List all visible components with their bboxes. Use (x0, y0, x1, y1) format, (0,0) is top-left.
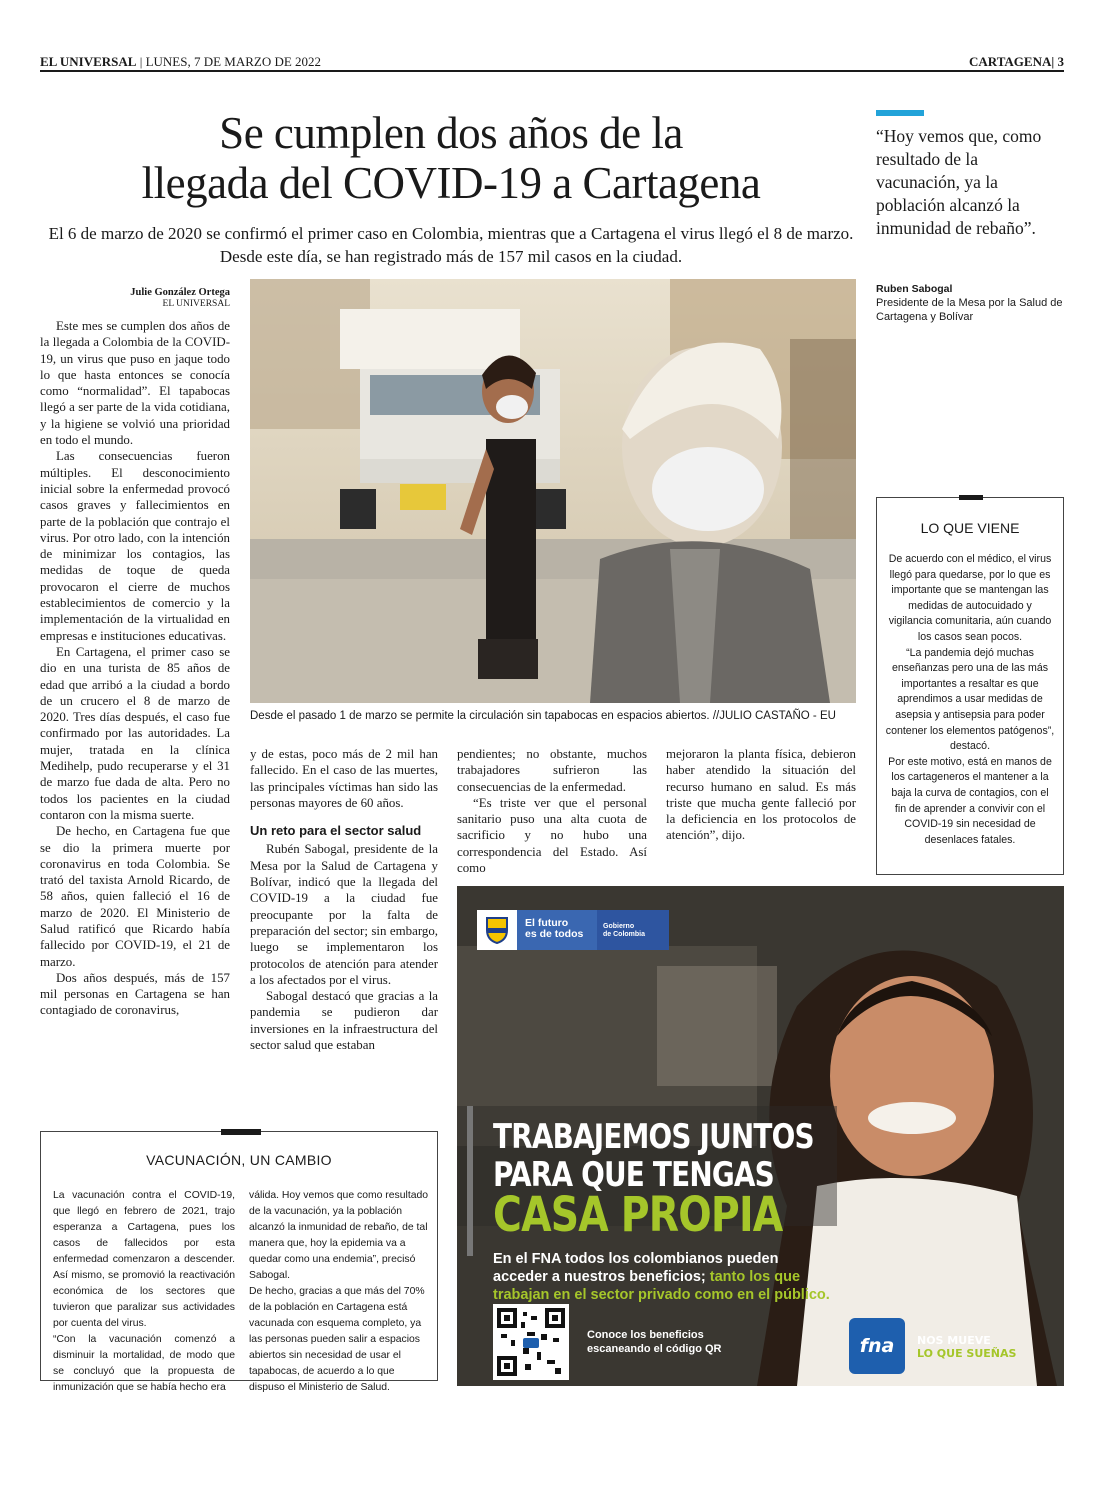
article-column-1 (40, 318, 230, 1019)
qr-code-icon[interactable] (493, 1304, 569, 1380)
gov-name (597, 910, 669, 950)
quote-accent-bar (876, 110, 924, 116)
ad-subtitle-white: En el FNA todos los colombianos pueden acceder a nuestros beneficios; (493, 1251, 779, 1285)
paper-name: EL UNIVERSAL (40, 54, 137, 69)
article-column-2 (250, 746, 438, 1053)
paragraph: y de estas, poco más de 2 mil han fallecido. En el caso de las muertes, las principales víctimas han sido las personas mayores de 60 años. (250, 747, 438, 810)
sidebar-text (885, 552, 1055, 848)
colombia-seal-icon (477, 910, 517, 950)
legal-fine-print (465, 1106, 475, 1256)
vaccination-box (40, 1131, 438, 1393)
fna-slogan (917, 1334, 1016, 1360)
headline-line-1: Se cumplen dos años de la (219, 108, 683, 158)
section-name: CARTAGENA (969, 54, 1052, 69)
photo-caption: Desde el pasado 1 de marzo se permite la circulación sin tapabocas en espacios abiertos. //JULIO CASTAÑO - EU (250, 710, 836, 722)
ad-subtitle (493, 1250, 833, 1304)
header-left: EL UNIVERSAL | LUNES, 7 DE MARZO DE 2022 (40, 54, 322, 69)
sidebar-paragraph: Por este motivo, está en manos de los cartageneros el mantener a la baja la curva de contagios, con el fin de aprender a convivir con el COVID-19 sin necesidad de desenlaces fatales. (888, 755, 1052, 846)
paragraph: mejoraron la planta física, debieron haber atendido la situación del recurso humano en salud. Es más triste que mucha gente falleció por la deficiencia en los protocolos de atención”, dijo. (666, 747, 856, 843)
sidebar-title: LO QUE VIENE (920, 520, 1020, 536)
pull-quote: “Hoy vemos que, como resultado de la vacunación, ya la población alcanzó la inmunidad de rebaño”. (876, 126, 1042, 238)
paragraph: Sabogal destacó que gracias a la pandemia se pudieron dar inversiones en la infraestructura del sector salud que estaban (250, 989, 438, 1053)
vaccination-column-2 (249, 1188, 431, 1396)
ad-subtitle-green: tanto los que trabajan en el sector privado como en el público. (493, 1269, 830, 1303)
gov-slogan-line: El futuro (525, 917, 569, 929)
paragraph: “Es triste ver que el personal sanitario puso una alta cuota de sacrificio y no hubo una correspondencia del Estado. Así como (457, 795, 647, 876)
paragraph: Las consecuencias fueron múltiples. El desconocimiento inicial sobre la enfermedad provocó casos graves y fallecimientos en parte de la población que contrajo el virus. Por otro lado, con la intención de minimizar los contagios, las medidas de toque de queda provocaron el cierre de muchos establecimientos de comercio y la implementación de la virtualidad en empresas e instituciones educativas. (40, 449, 230, 643)
deck: El 6 de marzo de 2020 se confirmó el primer caso en Colombia, mientras que a Cartagena el virus llegó el 8 de marzo. Desde este día, se han registrado más de 157 mil casos en la ciudad. (48, 224, 854, 266)
gov-slogan-line: es de todos (525, 928, 584, 940)
page-header (40, 52, 1064, 72)
paragraph: pendientes; no obstante, muchos trabajadores sufrieron las consecuencias de la enfermedad. (457, 747, 647, 794)
quote-author-role: Presidente de la Mesa por la Salud de Cartagena y Bolívar (876, 297, 1063, 323)
ad-title-line-1: TRABAJEMOS JUNTOS (493, 1117, 814, 1157)
article-subhead: Un reto para el sector salud (250, 823, 422, 839)
paragraph: Dos años después, más de 157 mil personas en Cartagena se han contagiado de coronavirus, (40, 970, 230, 1018)
paragraph: En Cartagena, el primer caso se dio en una turista de 85 años de edad que arribó a la ciudad a bordo de un crucero el 8 de marzo de 2020. Tres días después, el caso fue confirmado por las autoridades. La mujer, tratada en la clínica Medihelp, pudo recuperarse y el 31 de marzo fue dada de alta. Pero no todos los pacientes en la ciudad contaron con la misma suerte. (40, 644, 230, 822)
headline-line-2: llegada del COVID-19 a Cartagena (141, 158, 761, 208)
vaccination-paragraph: De hecho, gracias a que más del 70% de la población en Cartagena está vacunada con esquema completo, ya las personas pueden salir a espacios abiertos sin necesidad de usar el tapabocas, de acuerdo a lo que dispuso el Ministerio de Salud. (249, 1286, 425, 1393)
quote-author: Ruben Sabogal (876, 283, 953, 295)
gov-slogan (517, 910, 597, 950)
gov-name-line: de Colombia (603, 931, 646, 938)
page-number: 3 (1057, 54, 1064, 69)
ad-title-line-2: PARA QUE TENGAS (493, 1155, 774, 1195)
vaccination-box-title: VACUNACIÓN, UN CAMBIO (146, 1152, 332, 1168)
issue-date: LUNES, 7 DE MARZO DE 2022 (145, 54, 322, 69)
byline-org: EL UNIVERSAL (162, 299, 230, 309)
qr-instructions-line: escaneando el código QR (587, 1343, 722, 1355)
byline-author: Julie González Ortega (130, 287, 230, 298)
paragraph: Rubén Sabogal, presidente de la Mesa por la Salud de Cartagena y Bolívar, indicó que la llegada del COVID-19 a la ciudad fue preocupante por la falta de preparación del sector; sin embargo, luego se implementaron los protocolos de atención para atender a los afectados por el virus. (250, 842, 438, 987)
paragraph: Este mes se cumplen dos años de la llegada a Colombia de la COVID-19, un virus que puso en jaque todo lo que hasta entonces se conocía como “normalidad”. El tapabocas llegó a ser parte de la vida cotidiana, y la higiene se volvió una prioridad en todo el mundo. (40, 319, 230, 448)
vaccination-paragraph: “Con la vacunación comenzó a disminuir la mortalidad, de modo que se concluyó que la propuesta de inmunización que se había hecho era (53, 1334, 235, 1393)
sidebar-box (876, 497, 1064, 875)
box-tab-marker (959, 495, 983, 500)
paragraph: De hecho, en Cartagena fue que se dio la primera muerte por coronavirus en toda Colombia. Se trató del taxista Arnold Ricardo, de 58 años, quien falleció el 16 de marzo de 2020. El Ministerio de Salud ratificó que Ricardo había fallecido por COVID-19, el 21 de marzo. (40, 824, 230, 969)
sidebar-paragraph: De acuerdo con el médico, el virus llegó para quedarse, por lo que es importante que se mantengan las medidas de autocuidado y vigilancia comunitaria, aún cuando los casos sean pocos. (888, 553, 1052, 643)
news-photo (250, 279, 856, 703)
header-right: CARTAGENA| 3 (969, 54, 1064, 69)
vaccination-paragraph: La vacunación contra el COVID-19, que llegó en febrero de 2021, trajo esperanza a Cartagena, pues los casos de fallecidos por esta enfermedad comenzaron a descender. Así mismo, se promovió la reactivación económica de los sectores que tuvieron que paralizar sus actividades por cuenta del virus. (53, 1190, 235, 1329)
gov-name-line: Gobierno (603, 923, 635, 930)
qr-instructions (587, 1328, 721, 1356)
vaccination-paragraph: válida. Hoy vemos que como resultado de la vacunación, ya la población alcanzó la inmunidad de rebaño, de tal manera que, hoy la epidemia va a quedar como una endemia”, precisó Sabogal. (249, 1190, 429, 1281)
headline (40, 108, 862, 208)
fna-logo: fna (849, 1318, 905, 1374)
article-column-4 (666, 746, 856, 844)
fna-advertisement (457, 886, 1064, 1386)
government-logo-bar (477, 910, 669, 950)
fna-slogan-line: NOS MUEVE (917, 1334, 991, 1347)
photo-illustration (250, 279, 856, 703)
box-tab-marker (221, 1129, 261, 1135)
vaccination-column-1 (53, 1188, 235, 1396)
fna-slogan-line: LO QUE SUEÑAS (917, 1347, 1017, 1360)
article-column-3 (457, 746, 647, 876)
qr-instructions-line: Conoce los beneficios (587, 1329, 704, 1341)
sidebar-paragraph: “La pandemia dejó muchas enseñanzas pero una de las más importantes a resaltar es que aprendimos a usar medidas de asepsia y antisepsia para poder contener los elementos patógenos”, destacó. (885, 646, 1055, 753)
ad-title-line-3: CASA PROPIA (493, 1187, 783, 1243)
